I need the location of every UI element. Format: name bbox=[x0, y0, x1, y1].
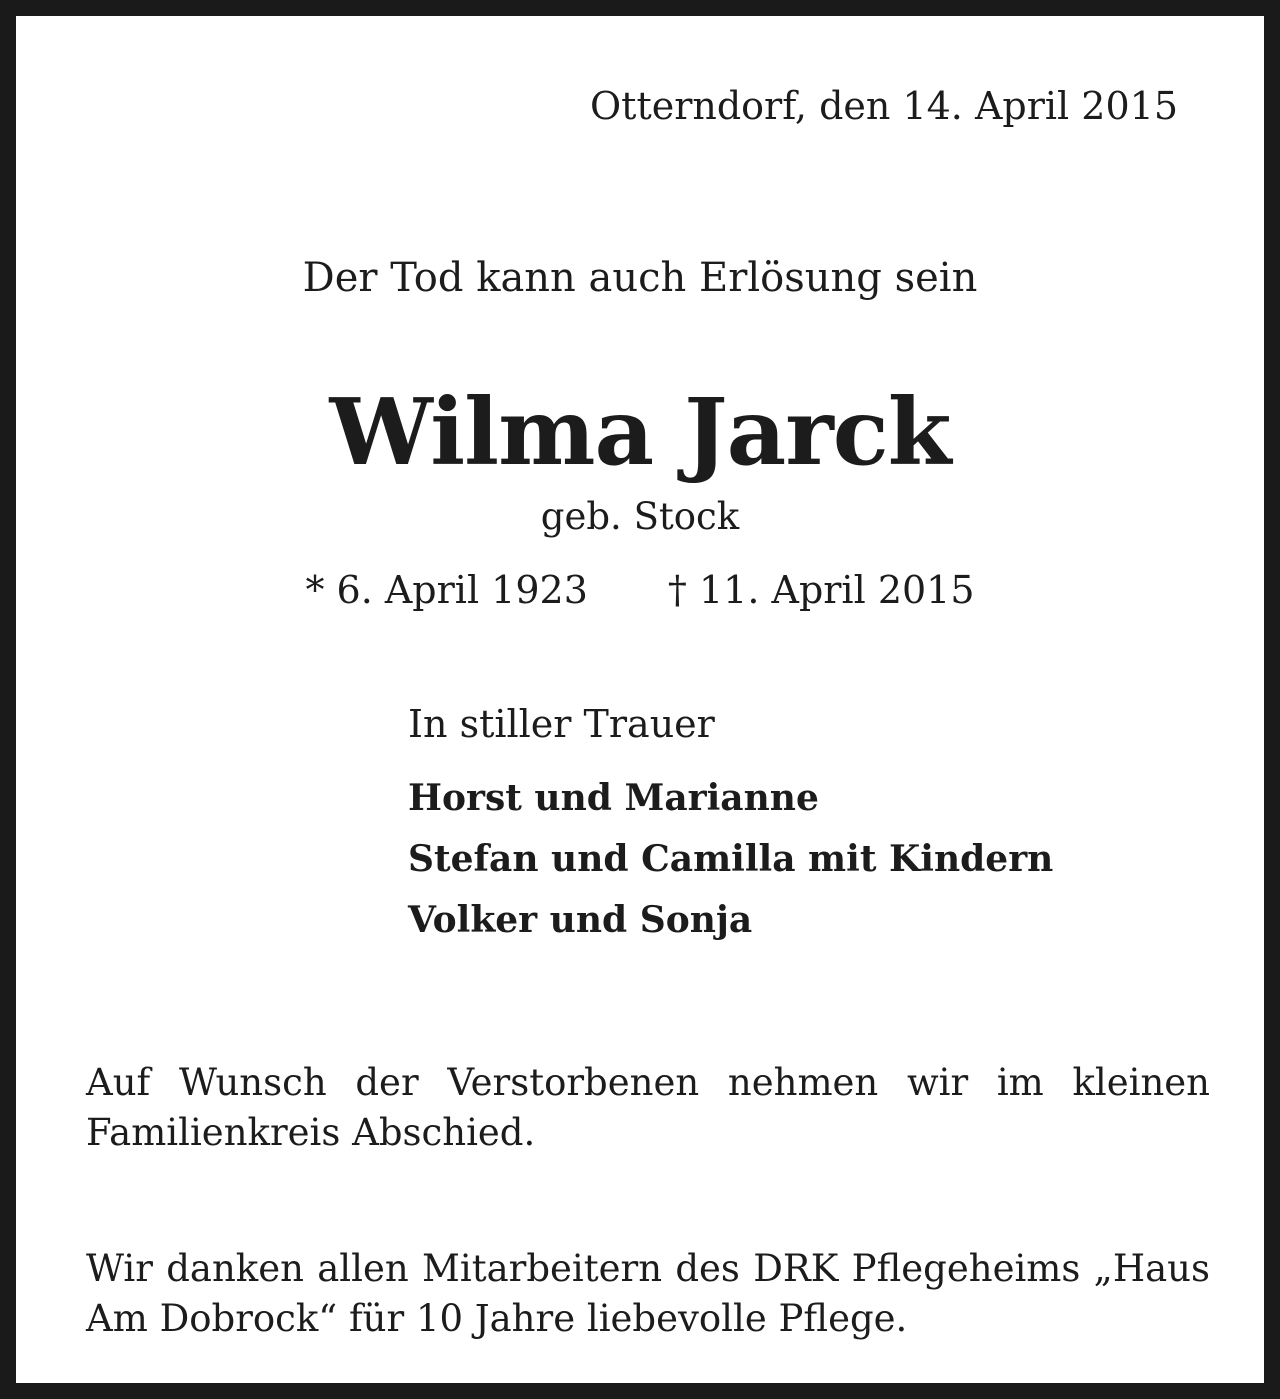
mourner-name: Volker und Sonja bbox=[408, 899, 753, 941]
thanks-paragraph: Wir danken allen Mitarbeitern des DRK Pflegeheims „Haus Am Dobrock“ für 10 Jahre liebevolle Pflege. bbox=[86, 1247, 1210, 1340]
mourner-name: Horst und Marianne bbox=[408, 777, 819, 819]
mourning-intro: In stiller Trauer bbox=[408, 702, 715, 746]
life-dates bbox=[16, 564, 1264, 616]
mourners-list bbox=[408, 768, 1053, 951]
farewell-paragraph: Auf Wunsch der Verstorbenen nehmen wir im kleinen Familienkreis Abschied. bbox=[86, 1061, 1210, 1154]
death-date: † 11. April 2015 bbox=[667, 568, 975, 612]
place-and-date: Otterndorf, den 14. April 2015 bbox=[590, 84, 1178, 128]
mourner-name: Stefan und Camilla mit Kindern bbox=[408, 838, 1054, 880]
deceased-name: Wilma Jarck bbox=[329, 378, 951, 486]
maiden-name: geb. Stock bbox=[540, 495, 740, 538]
motto: Der Tod kann auch Erlösung sein bbox=[302, 255, 978, 301]
birth-date: * 6. April 1923 bbox=[305, 568, 588, 612]
